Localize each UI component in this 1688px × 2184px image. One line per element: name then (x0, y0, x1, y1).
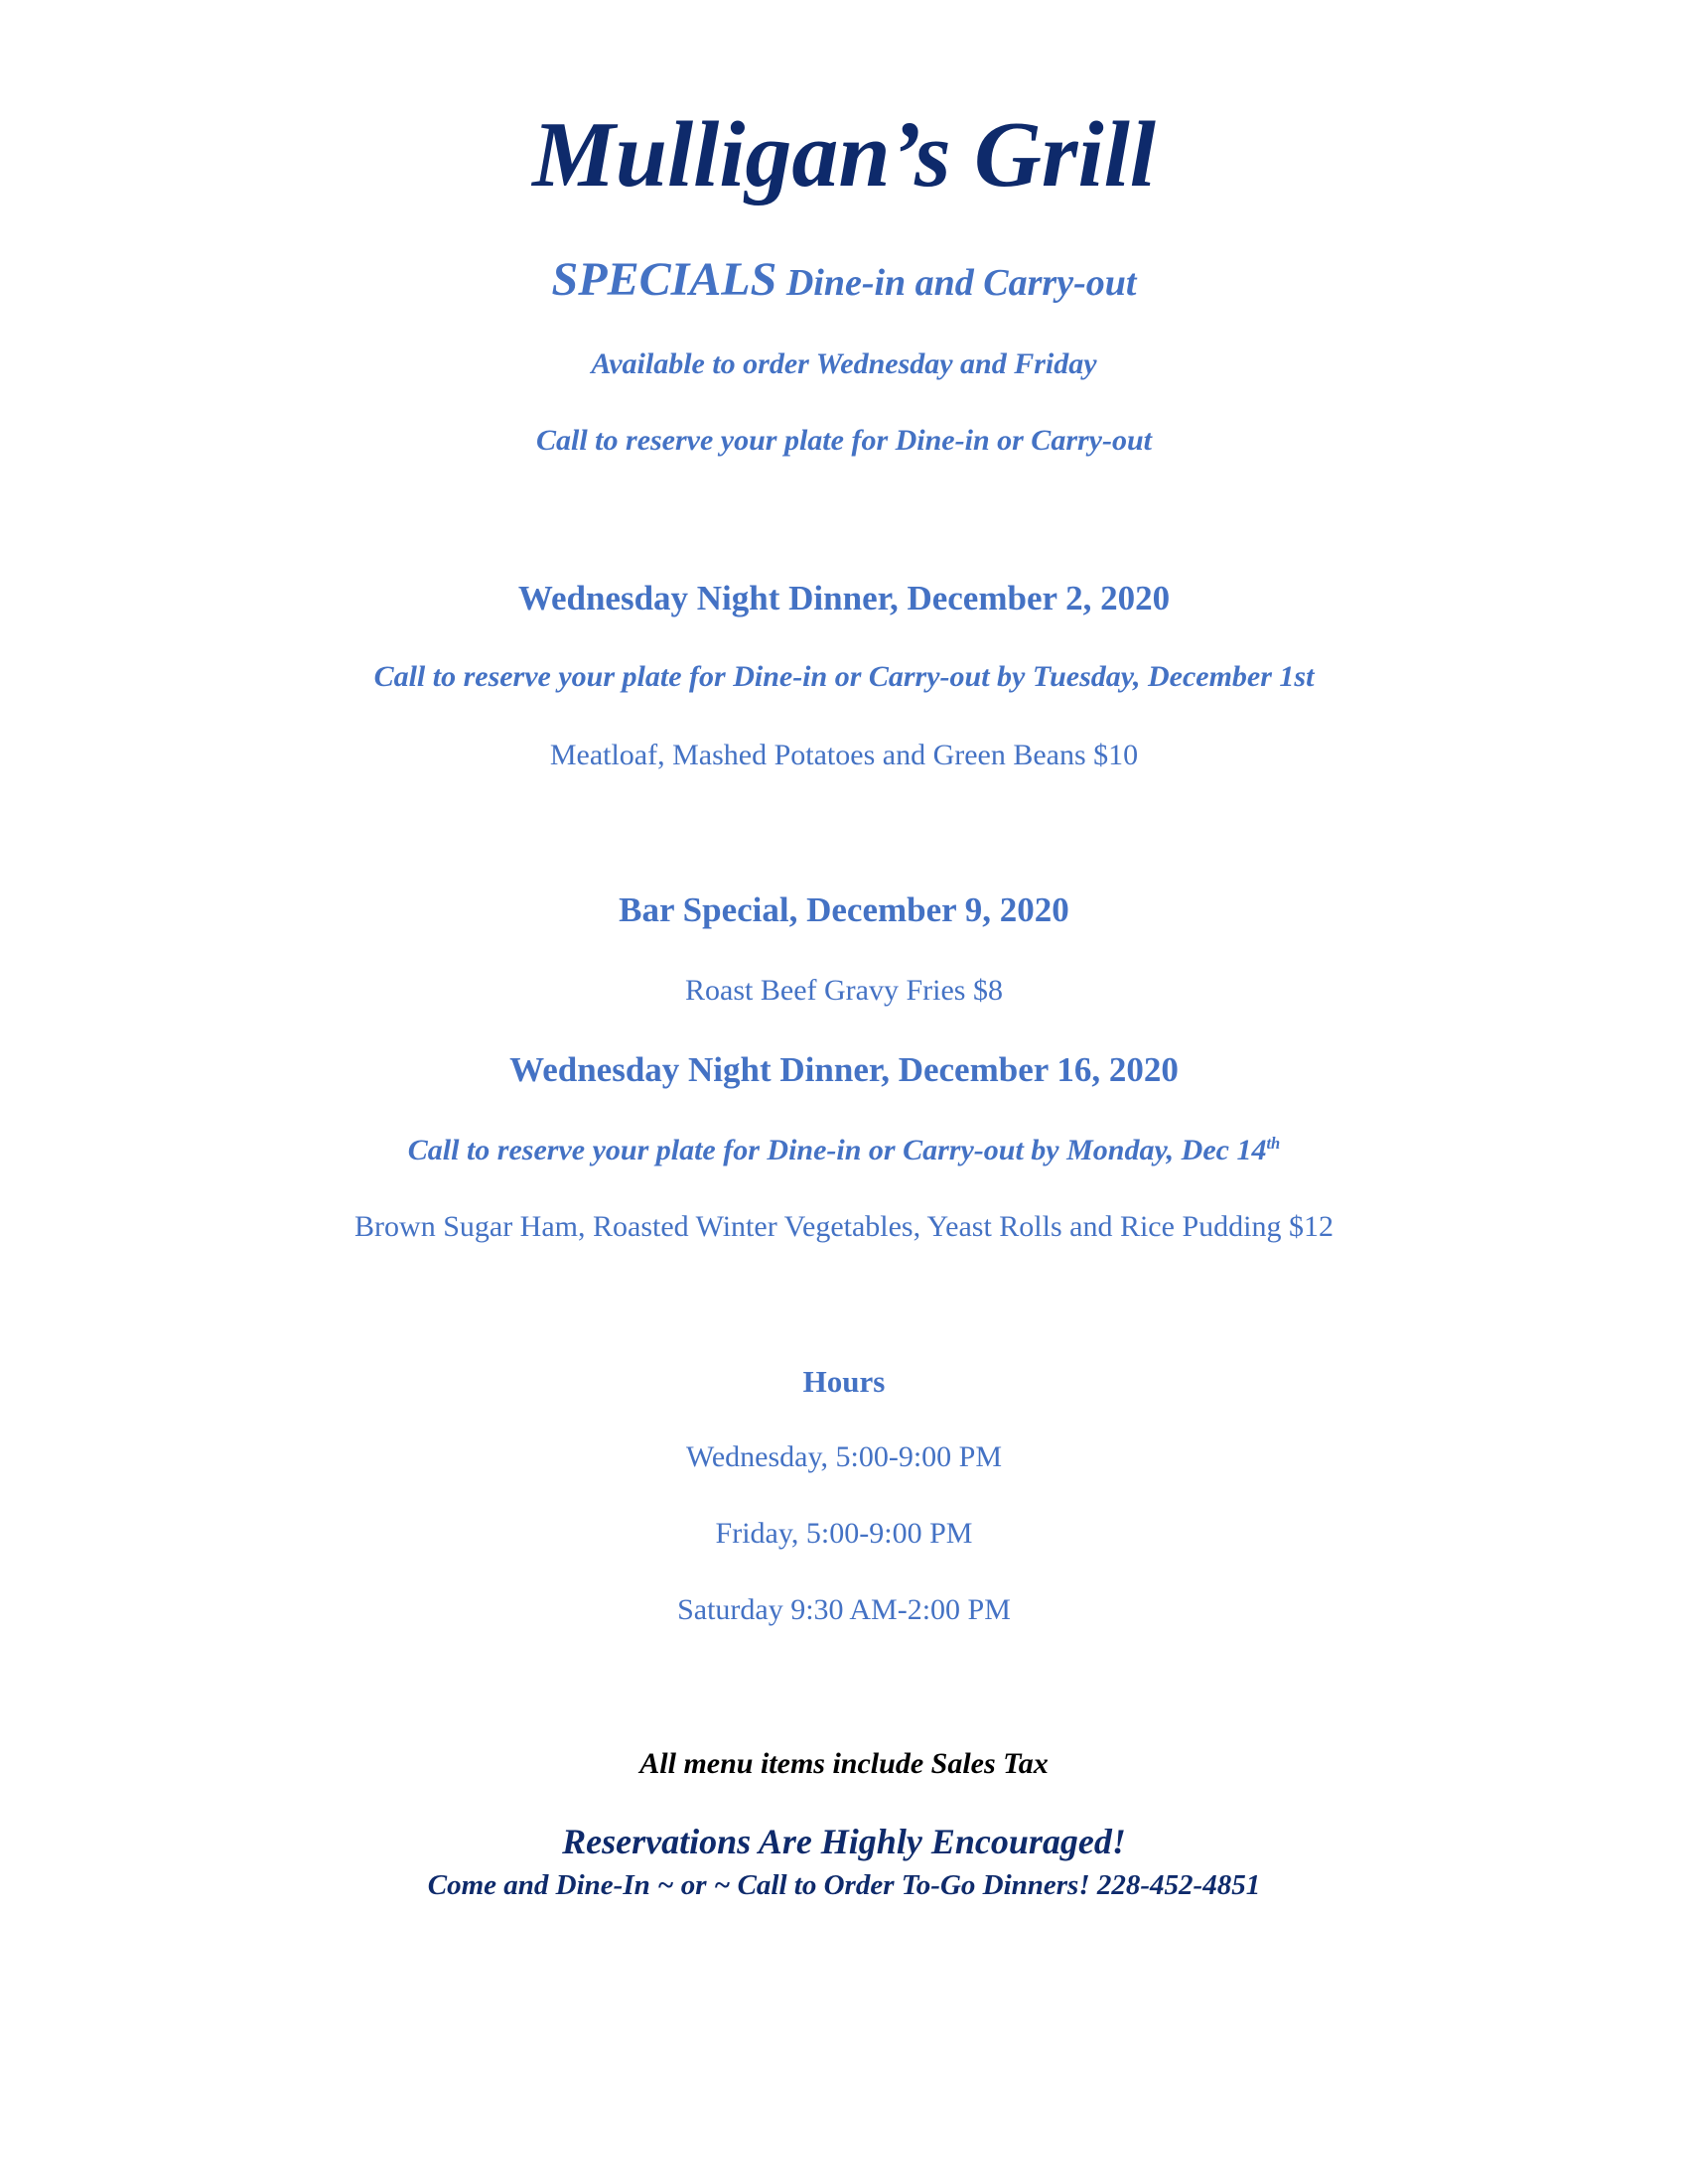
hours-wednesday: Wednesday, 5:00-9:00 PM (685, 1440, 1003, 1473)
reserve-note: Call to reserve your plate for Dine-in or Carry-out (536, 424, 1152, 457)
specials-suffix: Dine-in and Carry-out (776, 262, 1137, 304)
sales-tax-note: All menu items include Sales Tax (639, 1747, 1049, 1780)
event-1-heading: Wednesday Night Dinner, December 2, 2020 (517, 579, 1171, 617)
reservations-note: Reservations Are Highly Encouraged! (562, 1822, 1126, 1861)
restaurant-title: Mulligan’s Grill (532, 103, 1156, 206)
event-1-menu: Meatloaf, Mashed Potatoes and Green Beans $10 (549, 739, 1139, 771)
event-3-heading: Wednesday Night Dinner, December 16, 2020 (509, 1050, 1179, 1089)
event-3-reserve (0, 1133, 1688, 1168)
event-3-reserve-ordinal: th (1266, 1134, 1281, 1153)
event-3-reserve-text: Call to reserve your plate for Dine-in or Carry-out by Monday, Dec 14 (407, 1134, 1267, 1166)
event-2-menu: Roast Beef Gravy Fries $8 (685, 974, 1003, 1007)
contact-line: Come and Dine-In ~ or ~ Call to Order To-Go Dinners! 228-452-4851 (427, 1869, 1261, 1901)
event-3-menu: Brown Sugar Ham, Roasted Winter Vegetables, Yeast Rolls and Rice Pudding $12 (354, 1210, 1334, 1243)
hours-saturday: Saturday 9:30 AM-2:00 PM (677, 1593, 1011, 1626)
event-2-heading: Bar Special, December 9, 2020 (619, 890, 1069, 929)
event-1-reserve: Call to reserve your plate for Dine-in or Carry-out by Tuesday, December 1st (373, 660, 1315, 693)
specials-word: SPECIALS (551, 253, 777, 306)
availability-note: Available to order Wednesday and Friday (591, 347, 1097, 380)
hours-heading: Hours (802, 1364, 886, 1399)
specials-banner (0, 251, 1688, 309)
hours-friday: Friday, 5:00-9:00 PM (715, 1517, 973, 1550)
